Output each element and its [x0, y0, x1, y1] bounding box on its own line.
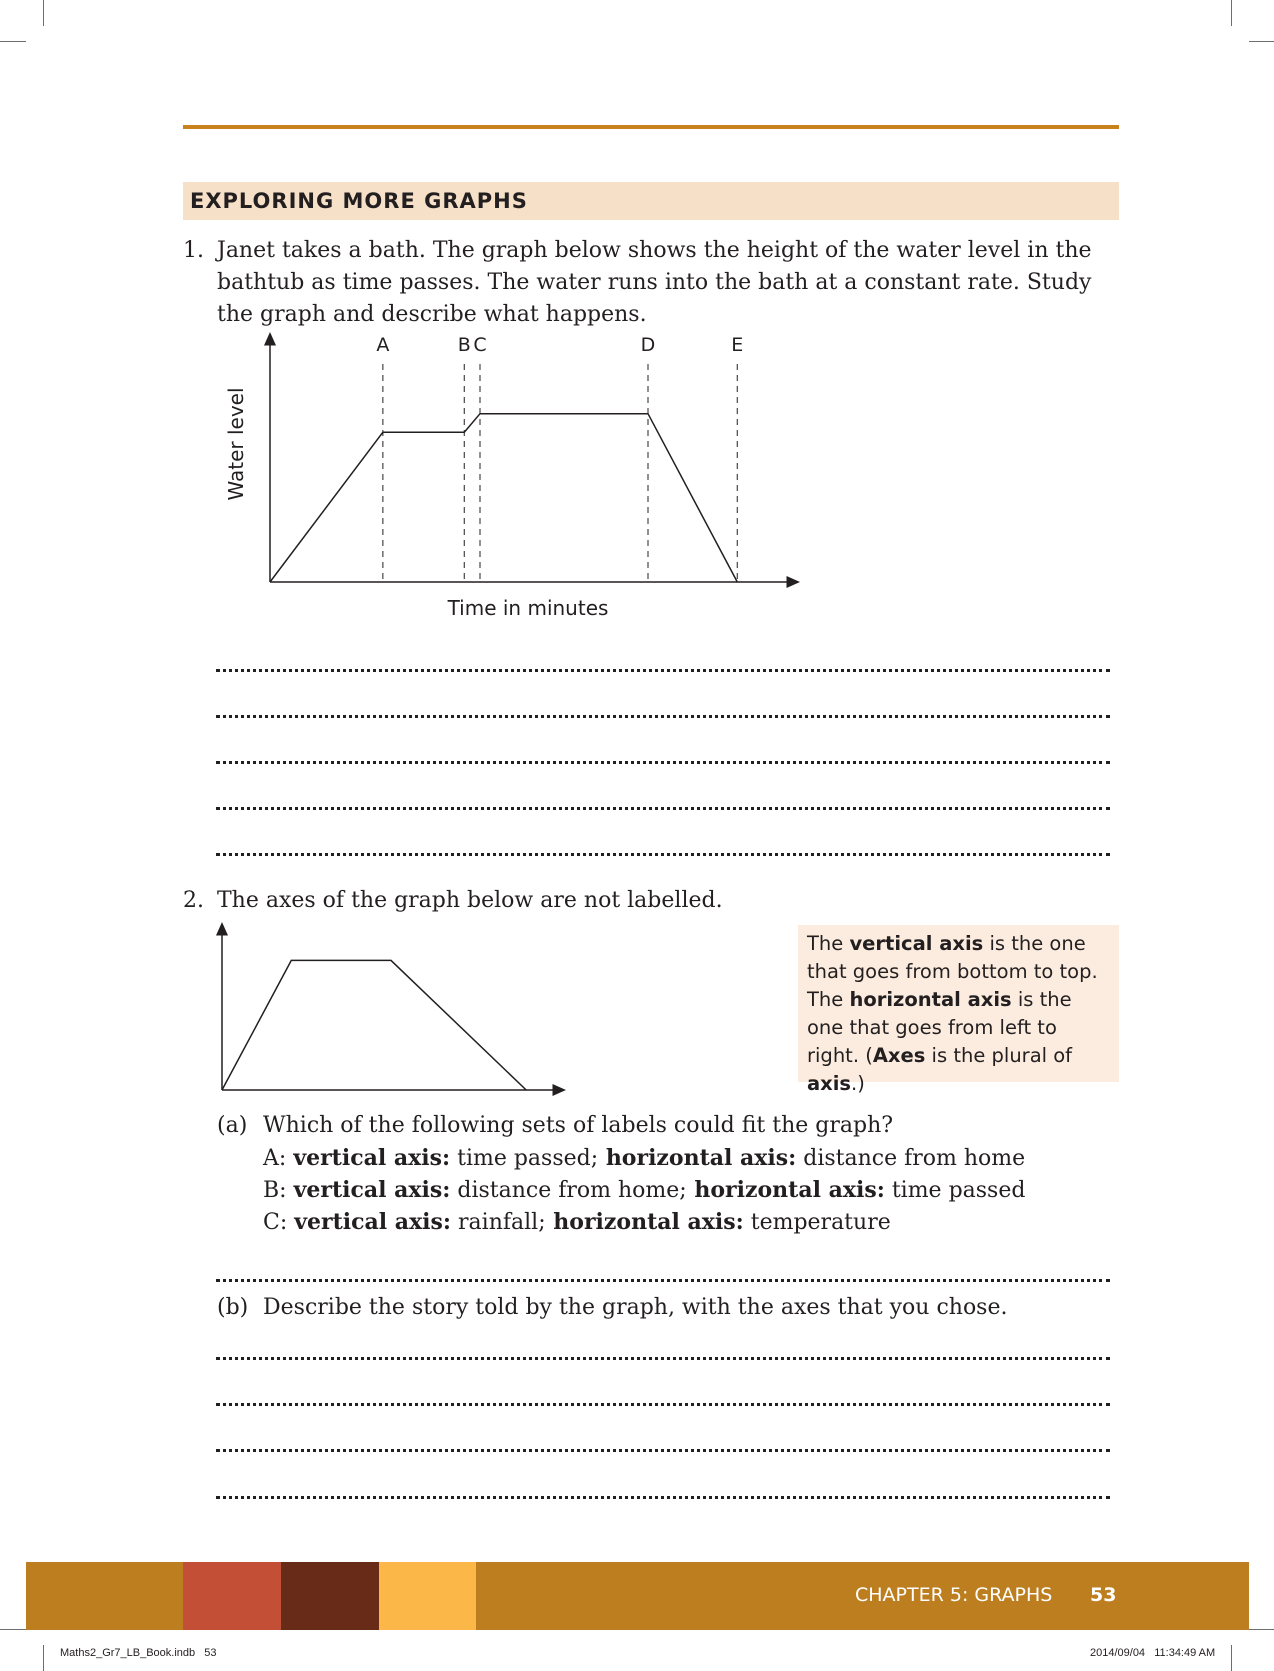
- crop-mark: [43, 1645, 44, 1671]
- x-axis-label: Time in minutes: [447, 596, 609, 620]
- page-number: 53: [1090, 1584, 1117, 1606]
- crop-mark: [1249, 41, 1274, 42]
- answer-line: [216, 1403, 1110, 1406]
- answer-line: [216, 1279, 1110, 1282]
- question-2-number: 2.: [183, 888, 204, 913]
- answer-line: [216, 1357, 1110, 1360]
- option-letter: A:: [263, 1146, 287, 1171]
- chapter-title: CHAPTER 5: GRAPHS: [855, 1584, 1053, 1606]
- y-axis-label: Water level: [224, 387, 248, 501]
- footer-swatch: [379, 1562, 476, 1630]
- option-b: B: vertical axis: distance from home; horizontal axis: time passed: [263, 1177, 1026, 1203]
- question-2-text: The axes of the graph below are not labelled.: [217, 888, 723, 913]
- footer-swatch: [183, 1562, 281, 1630]
- option-letter: B:: [263, 1178, 287, 1203]
- crop-mark: [1231, 0, 1232, 26]
- graph-line: [222, 960, 526, 1090]
- water-level-graph: [200, 330, 820, 630]
- crop-mark: [0, 1629, 26, 1630]
- section-title: EXPLORING MORE GRAPHS: [190, 189, 528, 213]
- unlabelled-graph: [200, 920, 570, 1100]
- top-rule: [183, 125, 1119, 129]
- answer-line: [216, 853, 1110, 856]
- part-b-text: Describe the story told by the graph, with the axes that you chose.: [263, 1295, 1008, 1320]
- question-1-text: Janet takes a bath. The graph below shows the height of the water level in the bathtub as time passes. The water runs into the bath at a constant rate. Study the graph and describe what happens.: [217, 238, 1092, 327]
- answer-line: [216, 761, 1110, 764]
- option-c: C: vertical axis: rainfall; horizontal axis: temperature: [263, 1209, 891, 1235]
- crop-mark: [1231, 1645, 1232, 1671]
- part-a-text: Which of the following sets of labels could fit the graph?: [263, 1113, 894, 1138]
- answer-line: [216, 807, 1110, 810]
- crop-mark: [43, 0, 44, 26]
- part-a-label: (a): [217, 1113, 248, 1138]
- option-a: A: vertical axis: time passed; horizontal axis: distance from home: [263, 1145, 1026, 1171]
- crop-mark: [1249, 1629, 1274, 1630]
- answer-line: [216, 1449, 1110, 1452]
- point-label-b: B: [457, 334, 471, 356]
- slug-timestamp: 2014/09/04 11:34:49 AM: [1090, 1647, 1216, 1659]
- point-label-a: A: [376, 334, 390, 356]
- crop-mark: [0, 41, 26, 42]
- point-label-d: D: [640, 334, 656, 356]
- point-label-c: C: [473, 334, 487, 356]
- slug-file: Maths2_Gr7_LB_Book.indb 53: [60, 1647, 217, 1659]
- answer-line: [216, 669, 1110, 672]
- water-level-line: [270, 414, 737, 582]
- answer-line: [216, 715, 1110, 718]
- footer-swatch: [281, 1562, 379, 1630]
- part-b-label: (b): [217, 1295, 249, 1320]
- point-label-e: E: [731, 334, 744, 356]
- answer-line: [216, 1496, 1110, 1499]
- sidenote-text: The vertical axis is the one that goes from bottom to top. The horizontal axis is the one that goes from left to right. (Axes is the plural of axis.): [807, 932, 1098, 1095]
- option-letter: C:: [263, 1210, 288, 1235]
- question-1-number: 1.: [183, 238, 204, 263]
